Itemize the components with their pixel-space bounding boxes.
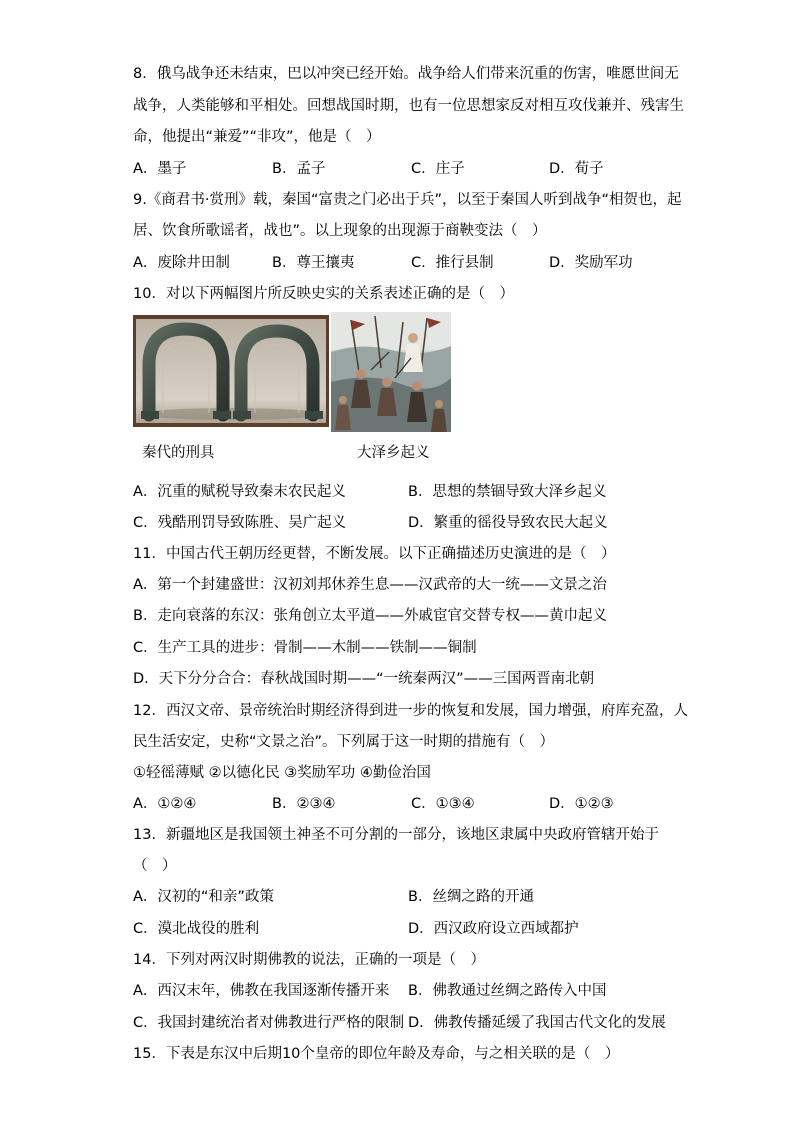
q8-stem-line-2: 战争，人类能够和平相处。回想战国时期，也有一位思想家反对相互攻伐兼并、残害生 [133, 98, 684, 114]
q13-option-d: D．西汉政府设立西域都护 [408, 921, 579, 937]
q12-stem-line-2: 民生活安定，史称“文景之治”。下列属于这一时期的措施有（ ） [133, 734, 555, 750]
q9-option-d: D．奖励军功 [549, 255, 633, 271]
q10-option-a: A．沉重的赋税导致秦末农民起义 [133, 484, 346, 500]
q9-option-c: C．推行县制 [411, 255, 494, 271]
q15-stem: 15．下表是东汉中后期10个皇帝的即位年龄及寿命，与之相关联的是（ ） [133, 1046, 620, 1062]
q14-option-d: D．佛教传播延缓了我国古代文化的发展 [408, 1015, 666, 1031]
q9-stem-line-2: 居、饮食所歌谣者，战也”。以上现象的出现源于商鞅变法（ ） [133, 223, 547, 239]
q10-option-d: D．繁重的徭役导致农民大起义 [408, 515, 608, 531]
q8-stem-line-1: 8．俄乌战争还未结束，巴以冲突已经开始。战争给人们带来沉重的伤害，唯愿世间无 [133, 66, 679, 82]
qin-shackles-caption: 秦代的刑具 [142, 445, 215, 461]
q10-stem: 10．对以下两幅图片所反映史实的关系表述正确的是（ ） [133, 286, 514, 302]
q12-option-c: C．①③④ [411, 796, 475, 812]
q13-option-a: A．汉初的“和亲”政策 [133, 889, 274, 905]
q8-option-a: A．墨子 [133, 161, 187, 177]
q8-stem-line-3: 命，他提出“兼爱”“非攻”，他是（ ） [133, 129, 381, 145]
q13-stem-line-2: （ ） [133, 858, 177, 874]
dazexiang-uprising-caption: 大泽乡起义 [357, 445, 430, 461]
q9-stem-line-1: 9.《商君书·赏刑》载，秦国“富贵之门必出于兵”，以至于秦国人听到战争“相贺也，起 [133, 192, 682, 208]
q9-option-a: A．废除井田制 [133, 255, 230, 271]
q12-option-a: A．①②④ [133, 796, 197, 812]
q11-option-c: C．生产工具的进步：骨制——木制——铁制——铜制 [133, 640, 477, 656]
q8-option-d: D．荀子 [549, 161, 604, 177]
q14-option-c: C．我国封建统治者对佛教进行严格的限制 [133, 1015, 405, 1031]
q12-option-d: D．①②③ [549, 796, 614, 812]
q13-option-c: C．漠北战役的胜利 [133, 921, 260, 937]
q13-option-b: B．丝绸之路的开通 [408, 889, 534, 905]
q9-option-b: B．尊王攘夷 [272, 255, 355, 271]
q14-option-b: B．佛教通过丝绸之路传入中国 [408, 983, 607, 999]
q8-option-c: C．庄子 [411, 161, 465, 177]
q14-stem: 14．下列对两汉时期佛教的说法，正确的一项是（ ） [133, 952, 485, 968]
q11-stem: 11．中国古代王朝历经更替，不断发展。以下正确描述历史演进的是（ ） [133, 546, 616, 562]
q14-option-a: A．西汉末年，佛教在我国逐渐传播开来 [133, 983, 390, 999]
dazexiang-uprising-image [331, 312, 451, 432]
q11-option-b: B．走向衰落的东汉：张角创立太平道——外戚宦官交替专权——黄巾起义 [133, 608, 607, 624]
q11-option-a: A．第一个封建盛世：汉初刘邦休养生息——汉武帝的大一统——文景之治 [133, 577, 607, 593]
q12-option-b: B．②③④ [272, 796, 336, 812]
qin-shackles-image [133, 315, 329, 427]
q13-stem-line-1: 13．新疆地区是我国领土神圣不可分割的一部分，该地区隶属中央政府管辖开始于 [133, 827, 659, 843]
q11-option-d: D．天下分分合合：春秋战国时期——“一统秦两汉”——三国两晋南北朝 [133, 671, 595, 687]
q10-option-b: B．思想的禁锢导致大泽乡起义 [408, 484, 607, 500]
q8-option-b: B．孟子 [272, 161, 326, 177]
q10-option-c: C．残酷刑罚导致陈胜、吴广起义 [133, 515, 347, 531]
q12-stem-line-1: 12．西汉文帝、景帝统治时期经济得到进一步的恢复和发展，国力增强，府库充盈，人 [133, 703, 688, 719]
q12-items: ①轻徭薄赋 ②以德化民 ③奖励军功 ④勤俭治国 [133, 765, 431, 781]
